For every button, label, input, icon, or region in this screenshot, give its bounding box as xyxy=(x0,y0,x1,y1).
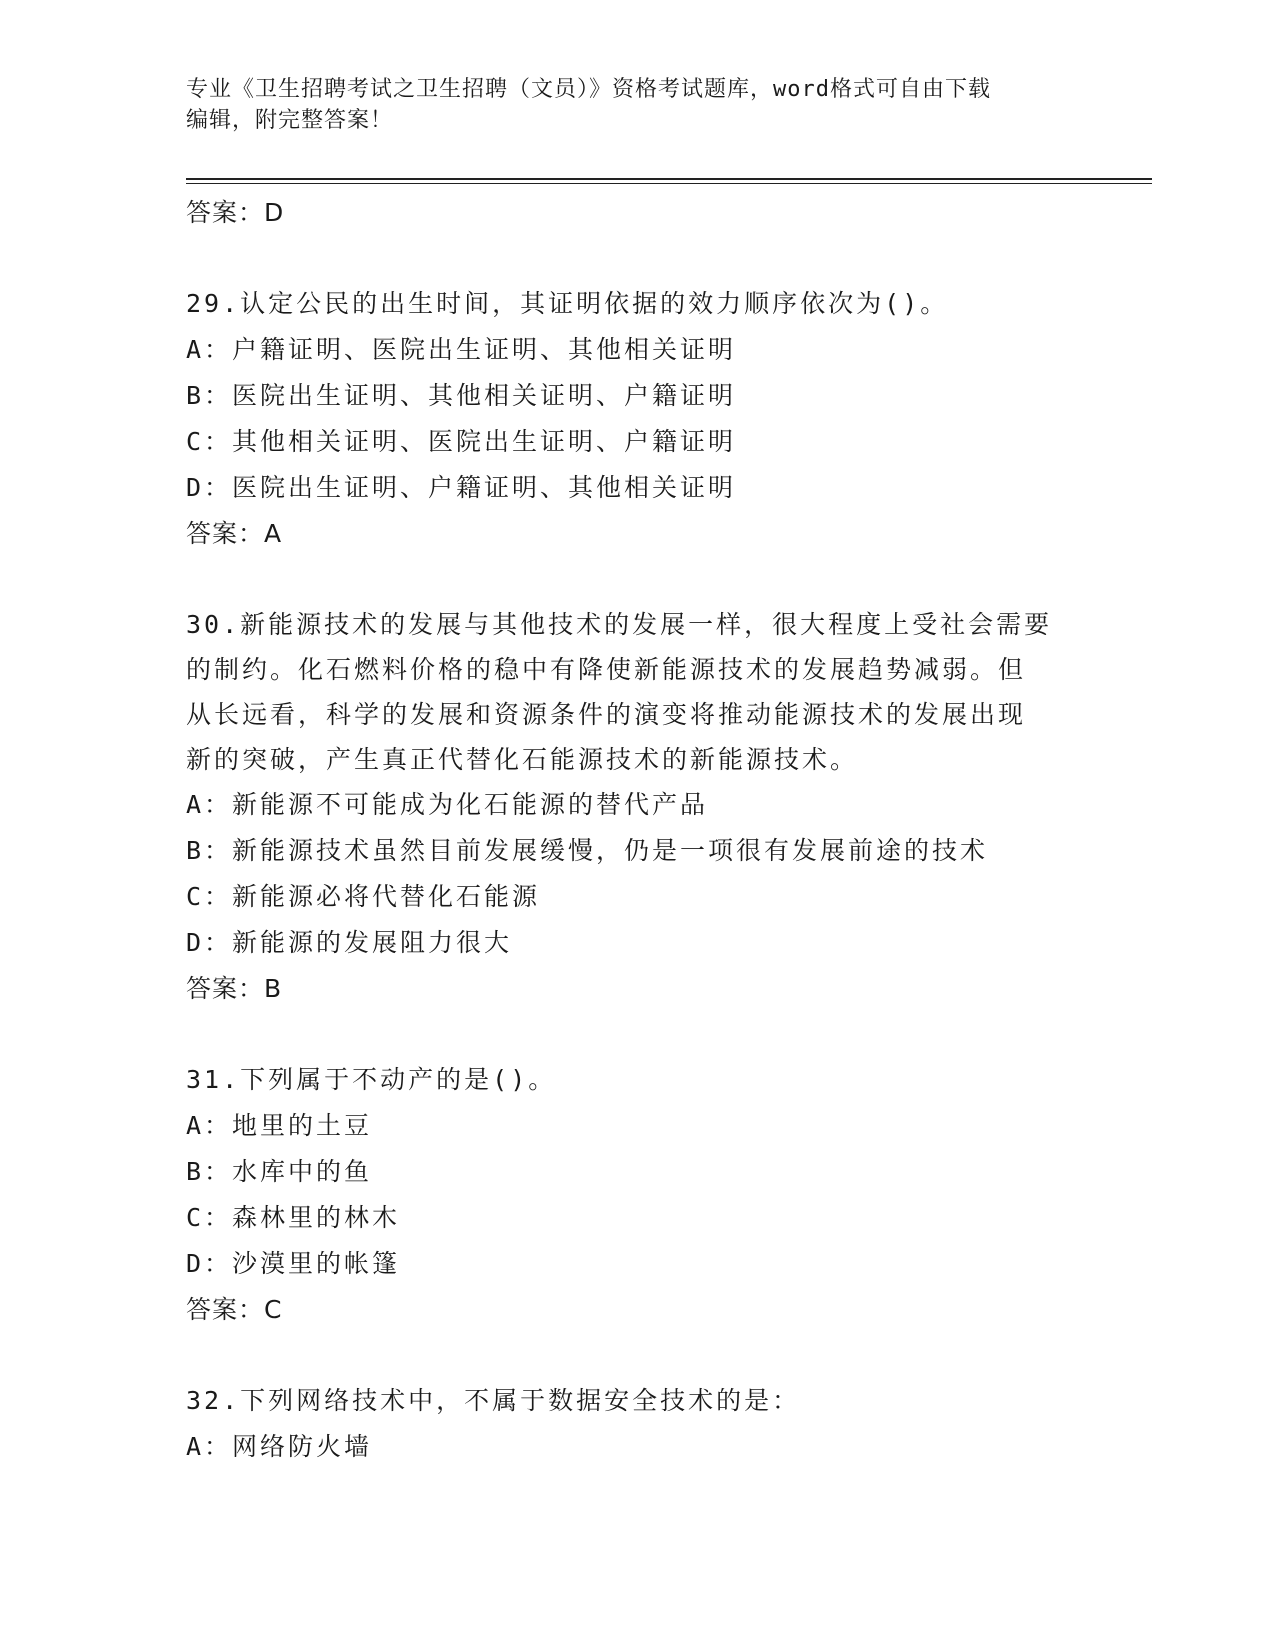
spacer xyxy=(186,236,1146,281)
option-a: A：户籍证明、医院出生证明、其他相关证明 xyxy=(186,335,737,364)
option-b: B：医院出生证明、其他相关证明、户籍证明 xyxy=(186,381,737,410)
option-b: B：新能源技术虽然目前发展缓慢，仍是一项很有发展前途的技术 xyxy=(186,836,989,865)
question-32 xyxy=(186,1378,1146,1470)
spacer xyxy=(186,557,1146,602)
option-a: A：新能源不可能成为化石能源的替代产品 xyxy=(186,790,709,819)
answer-line: 答案：C xyxy=(186,1295,283,1324)
header-note xyxy=(186,74,1086,136)
question-stem: 29.认定公民的出生时间，其证明依据的效力顺序依次为()。 xyxy=(186,289,949,318)
answer-line: 答案：A xyxy=(186,519,283,548)
question-stem-line: 30.新能源技术的发展与其他技术的发展一样，很大程度上受社会需要 xyxy=(186,610,1053,639)
option-d: D：医院出生证明、户籍证明、其他相关证明 xyxy=(186,473,737,502)
answer-line: 答案：D xyxy=(186,198,285,227)
option-d: D：新能源的发展阻力很大 xyxy=(186,928,513,957)
question-stem: 31.下列属于不动产的是()。 xyxy=(186,1065,557,1094)
option-c: C：新能源必将代替化石能源 xyxy=(186,882,541,911)
option-d: D：沙漠里的帐篷 xyxy=(186,1249,401,1278)
question-29 xyxy=(186,281,1146,557)
option-b: B：水库中的鱼 xyxy=(186,1157,373,1186)
header-note-line-2: 编辑，附完整答案！ xyxy=(186,108,394,133)
question-stem: 32.下列网络技术中，不属于数据安全技术的是： xyxy=(186,1386,801,1415)
option-a: A：地里的土豆 xyxy=(186,1111,373,1140)
header-divider xyxy=(186,178,1152,184)
question-stem-line: 从长远看，科学的发展和资源条件的演变将推动能源技术的发展出现 xyxy=(186,700,1027,729)
question-31 xyxy=(186,1057,1146,1333)
spacer xyxy=(186,1333,1146,1378)
option-c: C：森林里的林木 xyxy=(186,1203,401,1232)
option-c: C：其他相关证明、医院出生证明、户籍证明 xyxy=(186,427,737,456)
question-stem-line: 新的突破，产生真正代替化石能源技术的新能源技术。 xyxy=(186,745,859,774)
option-a: A：网络防火墙 xyxy=(186,1432,373,1461)
answer-line: 答案：B xyxy=(186,974,283,1003)
header-note-line-1: 专业《卫生招聘考试之卫生招聘（文员）》资格考试题库，word格式可自由下载 xyxy=(186,77,991,102)
question-stem-line: 的制约。化石燃料价格的稳中有降使新能源技术的发展趋势减弱。但 xyxy=(186,655,1027,684)
question-30 xyxy=(186,602,1146,1012)
question-list xyxy=(186,190,1146,1470)
spacer xyxy=(186,1012,1146,1057)
